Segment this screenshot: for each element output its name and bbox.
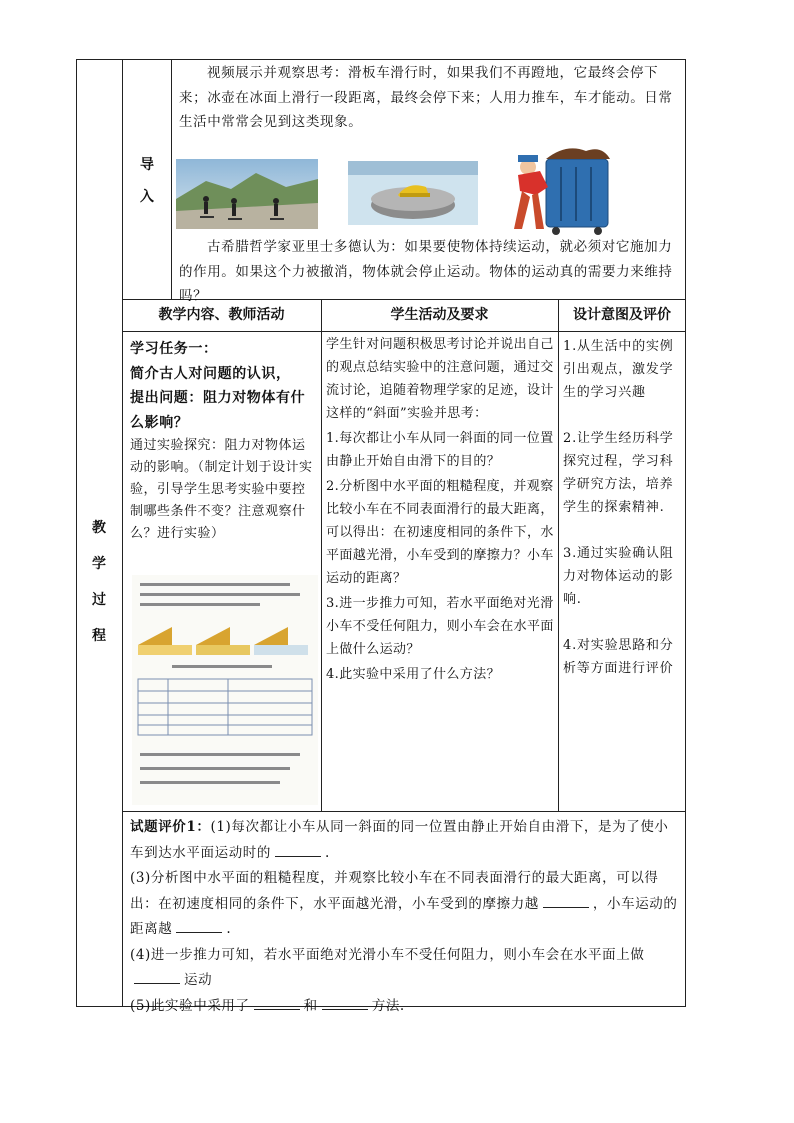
task-body: 通过实验探究：阻力对物体运动的影响。（制定计划于设计实验，引导学生思考实验中要控制哪些条件不变？注意观察什么？进行实验） — [130, 438, 313, 541]
eval-question-3 — [130, 866, 680, 943]
cart-push-illustration — [506, 141, 614, 236]
eval-title: 试题评价1： — [130, 819, 211, 835]
table-border-right — [685, 59, 686, 1007]
skateboard-photo — [176, 159, 318, 229]
teaching-content-cell — [130, 337, 316, 545]
eval-q1-text: (1)每次都让小车从同一斜面的同一位置由静止开始自由滑下，是为了使小车到达水平面运动时的 — [130, 819, 669, 861]
section-label-char: 过 — [92, 592, 106, 608]
eval-question-1 — [130, 815, 680, 866]
intro-label-char: 导 — [140, 157, 154, 173]
textbook-excerpt-image — [132, 575, 318, 805]
col-divider-3 — [558, 299, 559, 811]
table-border-top — [76, 59, 686, 60]
student-activity-intro: 学生针对问题积极思考讨论并说出自己的观点总结实验中的注意问题，通过交流讨论，追随着物理学家的足迹，设计这样的“斜面”实验并思考： — [326, 337, 554, 421]
header-design-intent: 设计意图及评价 — [573, 307, 671, 323]
section-label-char: 学 — [92, 556, 106, 572]
col-divider-2 — [321, 299, 322, 811]
student-question-4: 4.此实验中采用了什么方法？ — [326, 667, 501, 682]
design-intent-3: 3.通过实验确认阻力对物体运动的影响. — [563, 546, 674, 607]
intro-paragraph-2: 古希腊哲学家亚里士多德认为：如果要使物体持续运动，就必须对它施加力的作用。如果这个力被撤消，物体就会停止运动。物体的运动真的需要力来维持吗？ — [179, 239, 673, 304]
section-label-char: 程 — [92, 628, 106, 644]
eval-question-5 — [130, 994, 680, 1020]
task-question: 提出问题：阻力对物体有什么影响？ — [130, 390, 306, 431]
intro-label — [137, 154, 157, 206]
design-intent-4: 4.对实验思路和分析等方面进行评价 — [563, 638, 674, 676]
exercise-evaluation — [130, 815, 680, 1019]
answer-blank[interactable] — [176, 918, 222, 933]
header-bottom-line — [122, 331, 686, 332]
design-intent-2: 2.让学生经历科学探究过程，学习科学研究方法，培养学生的探索精神. — [563, 431, 674, 515]
header-student-activity: 学生活动及要求 — [390, 307, 489, 323]
header-teaching-content: 教学内容、教师活动 — [158, 307, 285, 323]
task-title: 学习任务一： — [130, 341, 218, 357]
intro-label-char: 入 — [140, 189, 154, 205]
eval-top-line — [122, 811, 686, 812]
eval-q1-end: . — [325, 844, 330, 861]
eval-q3-end: . — [226, 921, 232, 937]
eval-q3-mid: ，小车运动的距离越 — [130, 895, 678, 937]
eval-q5-end: 方法. — [371, 997, 405, 1014]
section-label-char: 教 — [92, 520, 106, 536]
student-question-1: 1.每次都让小车从同一斜面的同一位置由静止开始自由滑下的目的？ — [326, 431, 554, 469]
student-question-3: 3.进一步推力可知，若水平面绝对光滑小车不受任何阻力，则小车会在水平面上做什么运动？ — [326, 596, 554, 657]
curling-stone-photo — [348, 161, 478, 225]
answer-blank[interactable] — [254, 995, 300, 1010]
eval-q5-mid: 和 — [303, 997, 318, 1014]
eval-q3-text: (3)分析图中水平面的粗糙程度，并观察比较小车在不同表面滑行的最大距离，可以得出：在初速度相同的条件下，水平面越光滑，小车受到的摩擦力越 — [130, 870, 659, 912]
answer-blank[interactable] — [275, 842, 321, 857]
eval-q4-end: 运动 — [184, 972, 213, 988]
answer-blank[interactable] — [134, 969, 180, 984]
teaching-process-label — [89, 514, 109, 650]
table-border-left — [76, 59, 77, 1007]
eval-q4-text: (4)进一步推力可知，若水平面绝对光滑小车不受任何阻力，则小车会在水平面上做 — [130, 946, 645, 963]
design-intent-1: 1.从生活中的实例引出观点，激发学生的学习兴趣 — [563, 339, 674, 400]
inner-divider-1 — [122, 59, 123, 1007]
design-intent-cell — [563, 335, 681, 680]
intro-label-divider — [171, 59, 172, 299]
answer-blank[interactable] — [543, 893, 589, 908]
answer-blank[interactable] — [322, 995, 368, 1010]
student-activity-cell — [326, 333, 554, 686]
task-intro-line: 简介古人对问题的认识， — [130, 365, 291, 382]
intro-paragraph-1: 视频展示并观察思考：滑板车滑行时，如果我们不再蹬地，它最终会停下来；冰壶在冰面上滑行一段距离，最终会停下来；人用力推车，车才能动。日常生活中常常会见到这类现象。 — [179, 65, 673, 130]
student-question-2: 2.分析图中水平面的粗糙程度，并观察比较小车在不同表面滑行的最大距离，可以得出：在初速度相同的条件下，水平面越光滑，小车受到的摩擦力？小车运动的距离？ — [326, 479, 554, 586]
eval-question-4 — [130, 943, 680, 994]
eval-q5-text: (5)此实验中采用了 — [130, 997, 250, 1014]
lesson-table — [76, 59, 686, 1014]
